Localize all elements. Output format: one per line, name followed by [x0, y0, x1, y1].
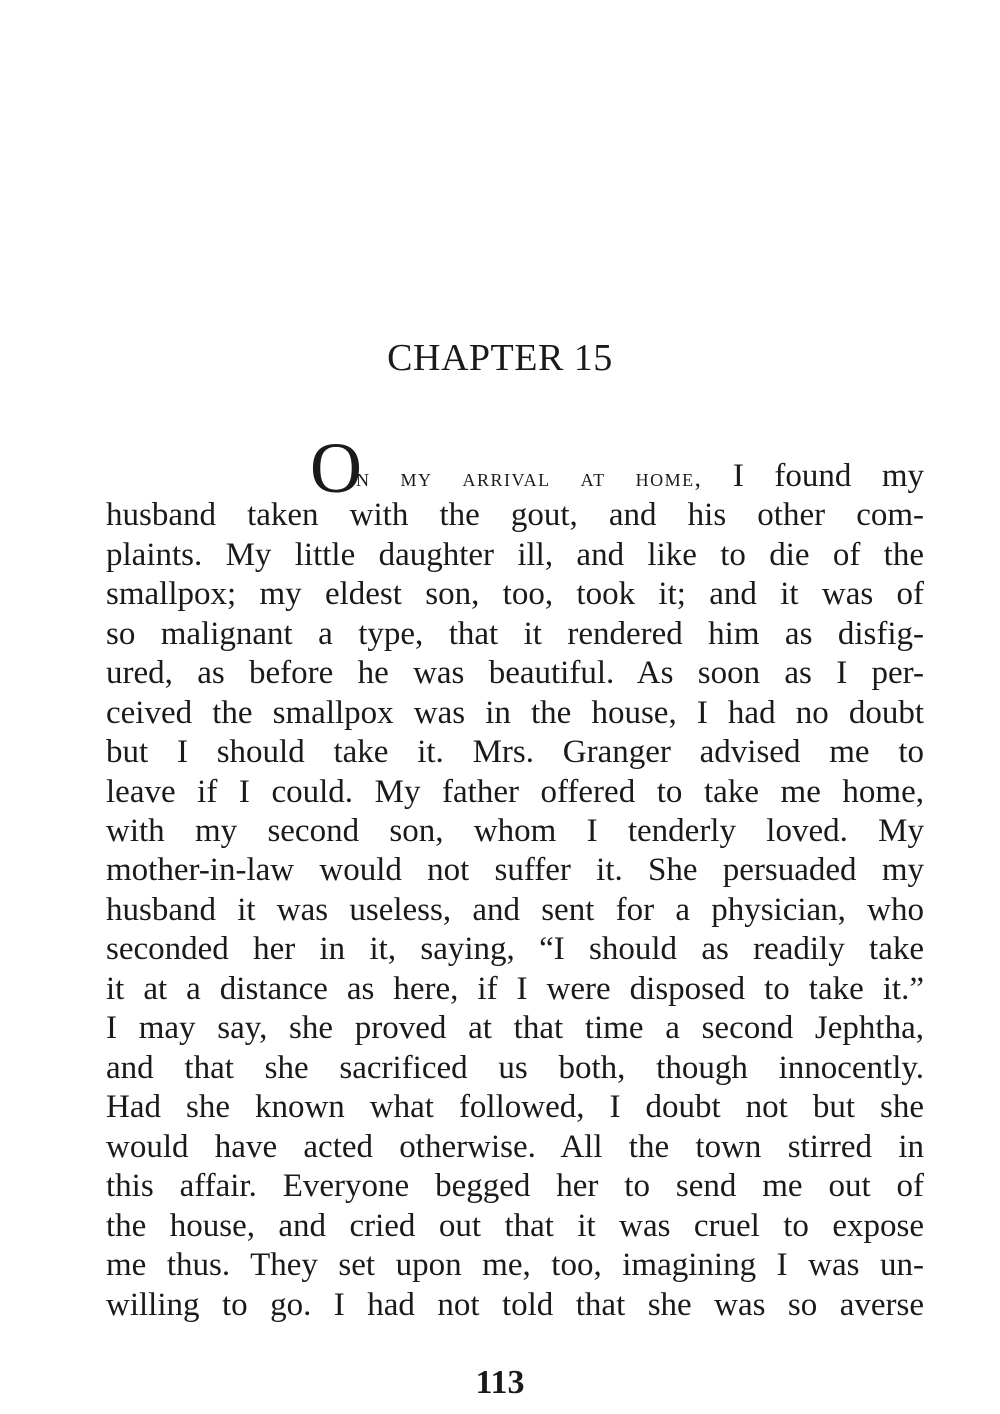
text-line: would have acted otherwise. All the town stirred in — [106, 1129, 924, 1165]
text-line: seconded her in it, saying, “I should as readily take — [106, 931, 924, 967]
text-line: I may say, she proved at that time a second Jephtha, — [106, 1010, 924, 1046]
drop-cap: O — [310, 428, 362, 508]
text-line: so malignant a type, that it rendered him as disfig- — [106, 616, 924, 652]
text-line: this affair. Everyone begged her to send me out of — [106, 1168, 924, 1204]
text-line: Had she known what followed, I doubt not but she — [106, 1089, 924, 1125]
text-line: ceived the smallpox was in the house, I had no doubt — [106, 695, 924, 731]
opening-line — [310, 428, 924, 508]
text-line: but I should take it. Mrs. Granger advised me to — [106, 734, 924, 770]
text-line: husband taken with the gout, and his other com- — [106, 497, 924, 533]
text-line: ured, as before he was beautiful. As soon as I per- — [106, 655, 924, 691]
chapter-title: CHAPTER 15 — [387, 337, 613, 379]
text-line: plaints. My little daughter ill, and like to die of the — [106, 537, 924, 573]
opening-small-caps: n my arrival at home, — [356, 465, 703, 492]
text-line: mother-in-law would not suffer it. She persuaded my — [106, 852, 924, 888]
text-line: the house, and cried out that it was cruel to expose — [106, 1208, 924, 1244]
text-line: smallpox; my eldest son, too, took it; and it was of — [106, 576, 924, 612]
opening-text — [356, 456, 924, 499]
text-line: me thus. They set upon me, too, imagining I was un- — [106, 1247, 924, 1283]
text-line: and that she sacrificed us both, though innocently. — [106, 1050, 924, 1086]
text-line: with my second son, whom I tenderly loved. My — [106, 813, 924, 849]
text-line: willing to go. I had not told that she was so averse — [106, 1287, 924, 1323]
text-line: leave if I could. My father offered to take me home, — [106, 774, 924, 810]
opening-rest: I found my — [702, 458, 924, 494]
text-line: husband it was useless, and sent for a physician, who — [106, 892, 924, 928]
page-number: 113 — [475, 1364, 525, 1401]
text-line: it at a distance as here, if I were disposed to take it.” — [106, 971, 924, 1007]
